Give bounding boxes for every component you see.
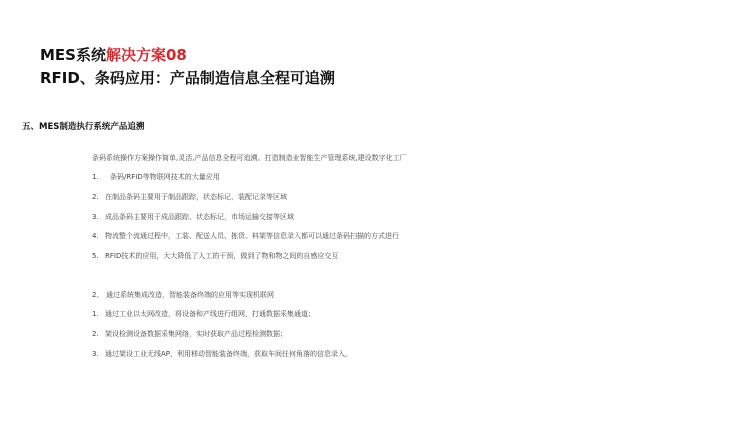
list-item-text: 通过工业以太网改造，将设备和产线进行组网，打通数据采集通道； [105,310,315,318]
list-item-text: RFID技术的应用，大大降低了人工的干预，做到了物和物之间的自感应交互 [105,252,339,260]
list-item-text: 通过架设工业无线AP，利用移动智能装备终端，获取车间任何角落的信息录入。 [105,350,353,358]
list-item [92,309,315,319]
page-title [40,45,335,65]
group-heading [92,290,274,300]
title-highlight: 解决方案08 [105,46,187,64]
list-item [92,192,287,202]
title-block [40,45,335,88]
list-item-text: 物流整个流通过程中，工装、配送人员、拣货、料架等信息录入都可以通过条码扫描的方式进行 [105,232,399,240]
list-item-number: 4. [92,232,99,240]
list-item [92,251,338,261]
list-item-number: 3. [92,213,99,221]
list-item [92,329,287,339]
list-item-number: 5. [92,252,99,260]
group-heading-number: 2、 [92,291,104,299]
list-item-text: 成品条码主要用于成品跟踪，状态标记，市场运输交接等区域 [105,213,294,221]
list-item-text: 架设检测设备数据采集网络，实时获取产品过程检测数据； [105,330,287,338]
intro-text: 条码系统操作方案操作简单,灵活,产品信息全程可追溯。打造制造业智能生产管理系统,建设数字化工厂 [92,154,407,162]
list-item [92,231,399,241]
group-heading-text: 通过系统集成改造，智能装备终端的应用等实现机联网 [106,291,274,299]
title-prefix: MES系统 [40,46,106,64]
list-item-number: 3. [92,350,99,358]
list-item [92,212,294,222]
list-item-text: 在制品条码主要用于制品跟踪，状态标记，装配记录等区域 [105,193,287,201]
page-subtitle: RFID、条码应用：产品制造信息全程可追溯 [40,69,335,87]
list-item-number: 1. [92,173,99,181]
list-item-number: 2. [92,330,99,338]
section-heading: 五、MES制造执行系统产品追溯 [22,122,145,132]
list-item [92,349,352,359]
list-item-number: 1. [92,310,99,318]
list-item [92,172,220,182]
list-item-number: 2. [92,193,99,201]
list-item-text: 条码/RFID等物联网技术的大量应用 [110,173,220,181]
